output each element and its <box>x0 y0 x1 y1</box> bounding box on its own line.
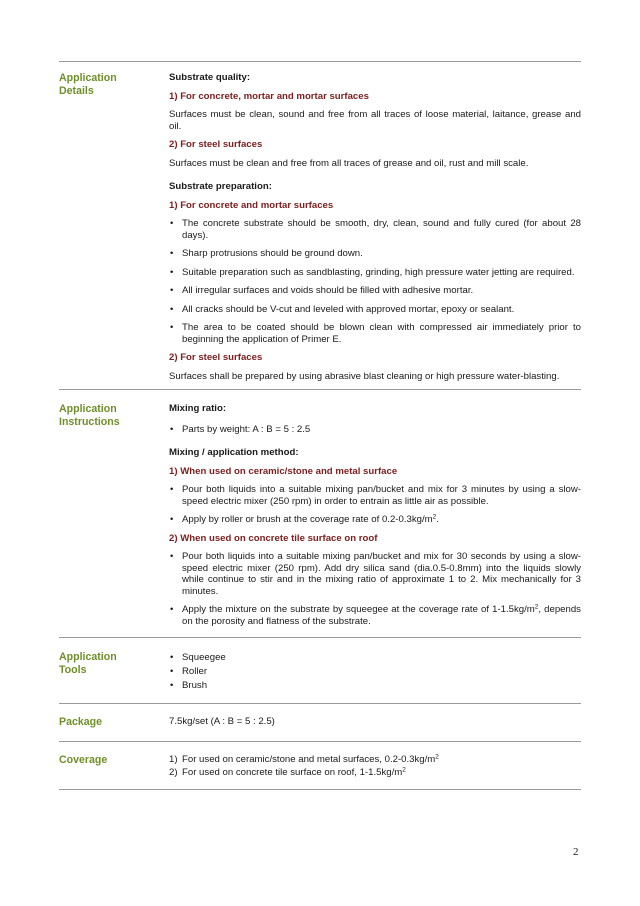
bullet-text: Apply the mixture on the substrate by squeegee at the coverage rate of 1-1.5kg/m <box>182 604 535 615</box>
section-label: Application Instructions <box>59 403 120 428</box>
coverage-list <box>169 754 581 779</box>
list-item: • Suitable preparation such as sandblasting, grinding, high pressure water jetting are required. <box>169 267 581 279</box>
list-item: • All cracks should be V-cut and leveled with approved mortar, epoxy or sealant. <box>169 304 581 316</box>
section-divider <box>59 741 581 742</box>
section-label: Application Tools <box>59 651 117 676</box>
section-divider <box>59 389 581 390</box>
bullet-text-end: . <box>436 514 439 525</box>
superscript: 2 <box>402 766 406 773</box>
list-item: • Brush <box>169 679 581 693</box>
roof-surface-heading: 2) When used on concrete tile surface on roof <box>169 532 378 544</box>
steel-surfaces-text: Surfaces must be clean and free from all traces of grease and oil, rust and mill scale. <box>169 157 529 169</box>
package-text: 7.5kg/set (A : B = 5 : 2.5) <box>169 716 275 727</box>
page-number: 2 <box>573 846 579 858</box>
section-divider <box>59 789 581 790</box>
document-page <box>59 61 581 790</box>
mixing-method-heading: Mixing / application method: <box>169 447 299 458</box>
mixing-ratio-list <box>169 424 581 436</box>
bullet-text: Apply by roller or brush at the coverage rate of 0.2-0.3kg/m <box>182 514 433 525</box>
section-coverage <box>59 754 581 779</box>
prep-steel-text: Surfaces shall be prepared by using abrasive blast cleaning or high pressure water-blasting. <box>169 370 560 382</box>
superscript: 2 <box>534 603 539 611</box>
section-label: Package <box>59 716 102 728</box>
prep-concrete-heading: 1) For concrete and mortar surfaces <box>169 199 334 211</box>
section-application-tools <box>59 651 581 693</box>
tools-list <box>169 651 581 693</box>
list-item: • Parts by weight: A : B = 5 : 2.5 <box>169 424 581 436</box>
section-content <box>169 403 581 627</box>
substrate-quality-heading: Substrate quality: <box>169 72 251 83</box>
section-application-details <box>59 72 581 382</box>
section-label: Coverage <box>59 754 108 766</box>
section-divider <box>59 703 581 704</box>
bullet-text-end: , depends on the porosity and flatness of the substrate. <box>182 604 581 627</box>
list-item <box>169 604 581 627</box>
list-item: • Roller <box>169 665 581 679</box>
item-number: 2) <box>169 766 178 778</box>
list-item <box>169 754 581 767</box>
item-text: For used on ceramic/stone and metal surfaces, 0.2-0.3kg/m <box>182 754 436 765</box>
mixing-ratio-heading: Mixing ratio: <box>169 403 227 414</box>
list-item <box>169 767 581 780</box>
list-item: • The area to be coated should be blown clean with compressed air immediately prior to beginning the application of Primer E. <box>169 322 581 345</box>
list-item: • All irregular surfaces and voids should be filled with adhesive mortar. <box>169 285 581 297</box>
list-item: • Pour both liquids into a suitable mixing pan/bucket and mix for 3 minutes by using a slow-speed electric mixer (250 rpm) in order to entrain as little air as possible. <box>169 484 581 507</box>
item-number: 1) <box>169 754 178 765</box>
section-content <box>169 72 581 382</box>
roof-bullet-list <box>169 551 581 627</box>
substrate-preparation-heading: Substrate preparation: <box>169 181 272 192</box>
list-item: • Sharp protrusions should be ground down. <box>169 248 581 260</box>
section-content <box>169 651 581 693</box>
section-divider <box>59 61 581 62</box>
section-divider <box>59 637 581 638</box>
section-label: Application Details <box>59 72 117 97</box>
steel-surfaces-heading: 2) For steel surfaces <box>169 139 263 150</box>
section-package <box>59 716 581 729</box>
concrete-surfaces-heading: 1) For concrete, mortar and mortar surfaces <box>169 90 369 102</box>
list-item: • Squeegee <box>169 651 581 665</box>
superscript: 2 <box>432 513 437 521</box>
ceramic-bullet-list <box>169 484 581 526</box>
superscript: 2 <box>435 753 439 761</box>
section-content <box>169 754 581 779</box>
section-application-instructions <box>59 403 581 627</box>
list-item: • Pour both liquids into a suitable mixing pan/bucket and mix for 30 seconds by using a slow-speed electric mixer (250 rpm). Add dry silica sand (dia.0.5-0.8mm) into the liquids slowly while continue to stir and in the mixing ratio of approximate 1 to 2. Mix mechanically for 3 minutes. <box>169 551 581 597</box>
list-item: • The concrete substrate should be smooth, dry, clean, sound and fully cured (for about 28 days). <box>169 218 581 241</box>
concrete-surfaces-text: Surfaces must be clean, sound and free from all traces of loose material, laitance, grease and oil. <box>169 109 581 132</box>
prep-steel-heading: 2) For steel surfaces <box>169 352 263 363</box>
list-item <box>169 514 581 526</box>
ceramic-surface-heading: 1) When used on ceramic/stone and metal surface <box>169 465 398 477</box>
prep-bullet-list <box>169 218 581 345</box>
item-text: For used on concrete tile surface on roof, 1-1.5kg/m <box>182 766 403 778</box>
